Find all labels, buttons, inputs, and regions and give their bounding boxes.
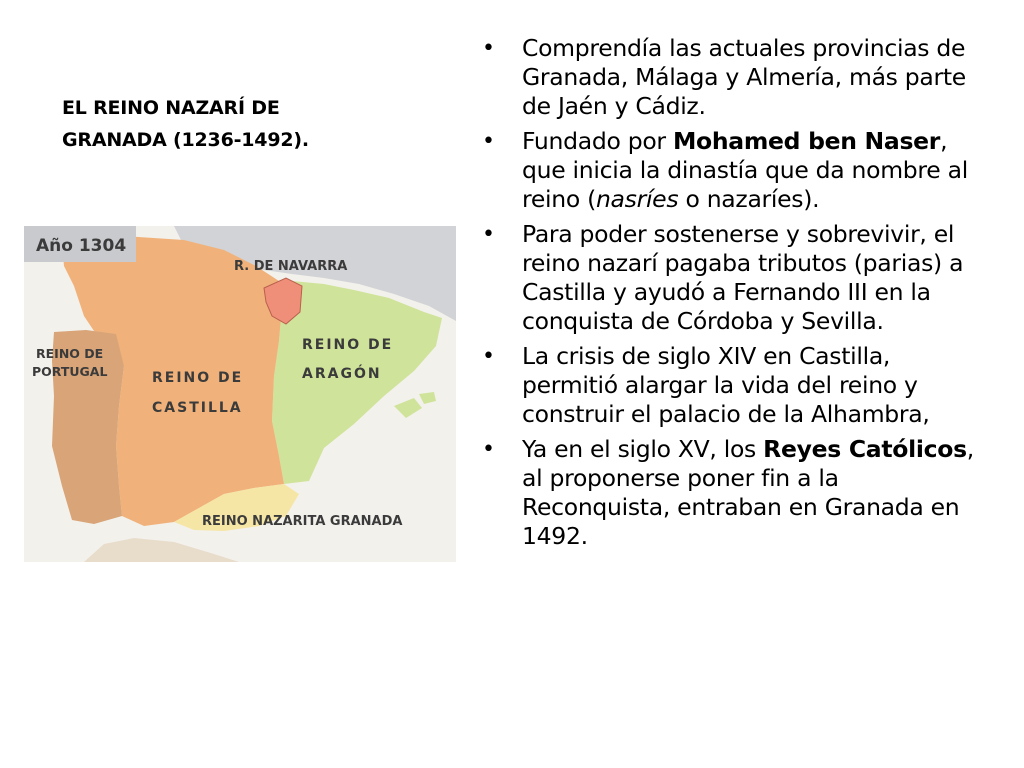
bullet-item-1 (478, 34, 978, 121)
map-figure (24, 226, 456, 562)
bullet-item-5 (478, 435, 978, 551)
bullet-5-text-b: , al proponerse poner fin a la Reconquista, entraban en Granada en 1492. (522, 435, 974, 550)
bullet-2-text-a: Fundado por (522, 127, 673, 155)
aragon-label-line-2: ARAGÓN (302, 366, 382, 382)
iberia-map-1304 (24, 226, 456, 562)
bullet-4-text: La crisis de siglo XIV en Castilla, permitió alargar la vida del reino y construir el palacio de la Alhambra, (522, 342, 930, 428)
bullet-5-text-a: Ya en el siglo XV, los (522, 435, 764, 463)
bullet-item-3 (478, 220, 978, 336)
bullet-2-text-b: , que inicia la dinastía que da nombre al reino ( (522, 127, 968, 213)
slide-title (62, 92, 392, 156)
bullet-2-italic: nasríes (595, 185, 679, 213)
castilla-label-line-2: CASTILLA (152, 400, 243, 416)
aragon-label-line-1: REINO DE (302, 337, 394, 353)
bullet-list (478, 34, 978, 557)
castilla-label-line-1: REINO DE (152, 370, 244, 386)
bullet-3-text: Para poder sostenerse y sobrevivir, el reino nazarí pagaba tributos (parias) a Castilla y ayudó a Fernando III en la conquista de Córdoba y Sevilla. (522, 220, 964, 335)
bullet-dot: • (482, 437, 495, 462)
portugal-label-line-1: REINO DE (36, 346, 104, 361)
bullet-item-2 (478, 127, 978, 214)
title-line-2: GRANADA (1236-1492). (62, 129, 309, 151)
bullet-2-text-c: o nazaríes). (678, 185, 820, 213)
bullet-5-bold-name: Reyes Católicos (763, 435, 967, 463)
bullet-dot: • (482, 344, 495, 369)
granada-label: REINO NAZARITA GRANADA (202, 514, 403, 529)
bullet-dot: • (482, 129, 495, 154)
title-line-1: EL REINO NAZARÍ DE (62, 97, 280, 119)
bullet-dot: • (482, 36, 495, 61)
bullet-dot: • (482, 222, 495, 247)
portugal-label-line-2: PORTUGAL (32, 364, 108, 379)
bullet-2-bold-name: Mohamed ben Naser (672, 127, 941, 155)
bullet-1-text: Comprendía las actuales provincias de Granada, Málaga y Almería, más parte de Jaén y Cádiz. (522, 34, 966, 120)
bullet-item-4 (478, 342, 978, 429)
year-label: Año 1304 (36, 236, 127, 256)
navarra-label: R. DE NAVARRA (234, 259, 348, 274)
